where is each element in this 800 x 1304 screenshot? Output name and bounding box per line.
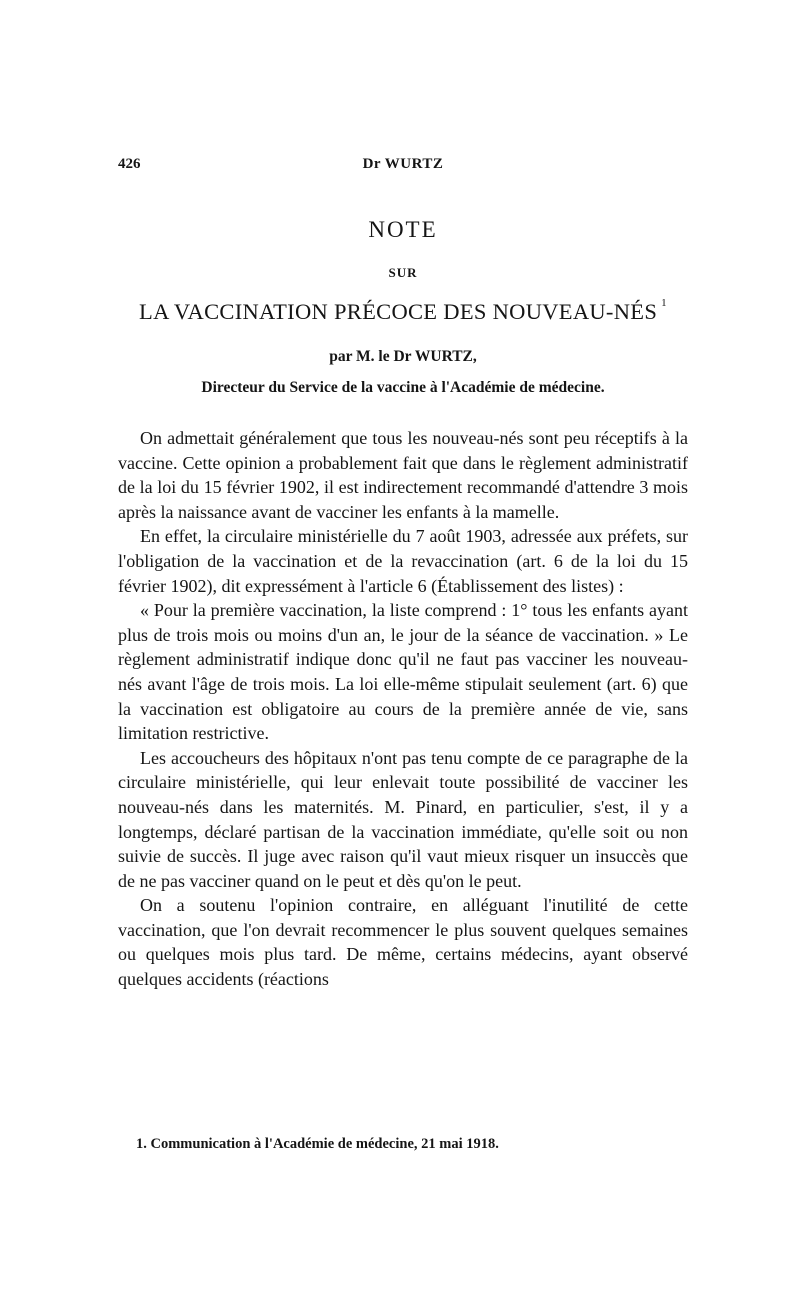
- paragraph: « Pour la première vaccination, la liste comprend : 1° tous les enfants ayant plus de trois mois ou moins d'un an, le jour de la séance de vaccination. » Le règlement administratif indique donc qu'il ne faut pas vacciner les nouveau-nés avant l'âge de trois mois. La loi elle-même stipulait seulement (art. 6) que la vaccination est obligatoire au cours de la première année de vie, sans limitation restrictive.: [118, 600, 688, 744]
- author-affiliation: Directeur du Service de la vaccine à l'Académie de médecine.: [201, 379, 605, 396]
- paragraph: On admettait généralement que tous les nouveau-nés sont peu réceptifs à la vaccine. Cette opinion a probablement fait que dans le règlement administratif de la loi du 15 février 1902, il est indirectement recommandé d'attendre 3 mois après la naissance avant de vacciner les enfants à la mamelle.: [118, 428, 688, 522]
- footnote: 1. Communication à l'Académie de médecine, 21 mai 1918.: [136, 1136, 499, 1152]
- page-number: 426: [118, 156, 141, 172]
- article-title-text: LA VACCINATION PRÉCOCE DES NOUVEAU-NÉS: [139, 299, 658, 324]
- paragraph: En effet, la circulaire ministérielle du 7 août 1903, adressée aux préfets, sur l'obligation de la vaccination et de la revaccination (art. 6 de la loi du 15 février 1902), dit expressément à l'article 6 (Établissement des listes) :: [118, 526, 688, 596]
- author-byline: par M. le Dr WURTZ,: [329, 348, 477, 365]
- title-sur: SUR: [388, 265, 418, 280]
- paragraph: Les accoucheurs des hôpitaux n'ont pas tenu compte de ce paragraphe de la circulaire ministérielle, qui leur enlevait toute possibilité de vacciner les nouveau-nés dans les maternités. M. Pinard, en particulier, s'est, il y a longtemps, déclaré partisan de la vaccination immédiate, qu'elle soit ou non suivie de succès. Il juge avec raison qu'il vaut mieux risquer un insuccès que de ne pas vacciner quand on le peut et dès qu'on le peut.: [118, 747, 688, 891]
- running-title: Dr WURTZ: [362, 156, 444, 172]
- article-title: [118, 299, 688, 325]
- footnote-marker: 1: [661, 297, 667, 309]
- title-note: NOTE: [368, 217, 438, 242]
- running-head: [118, 156, 688, 180]
- paragraph: On a soutenu l'opinion contraire, en alléguant l'inutilité de cette vaccination, que l'on devrait recommencer le plus souvent quelques semaines ou quelques mois plus tard. De même, certains médecins, ayant observé quelques accidents (réactions: [118, 895, 688, 990]
- body-text: [118, 426, 688, 992]
